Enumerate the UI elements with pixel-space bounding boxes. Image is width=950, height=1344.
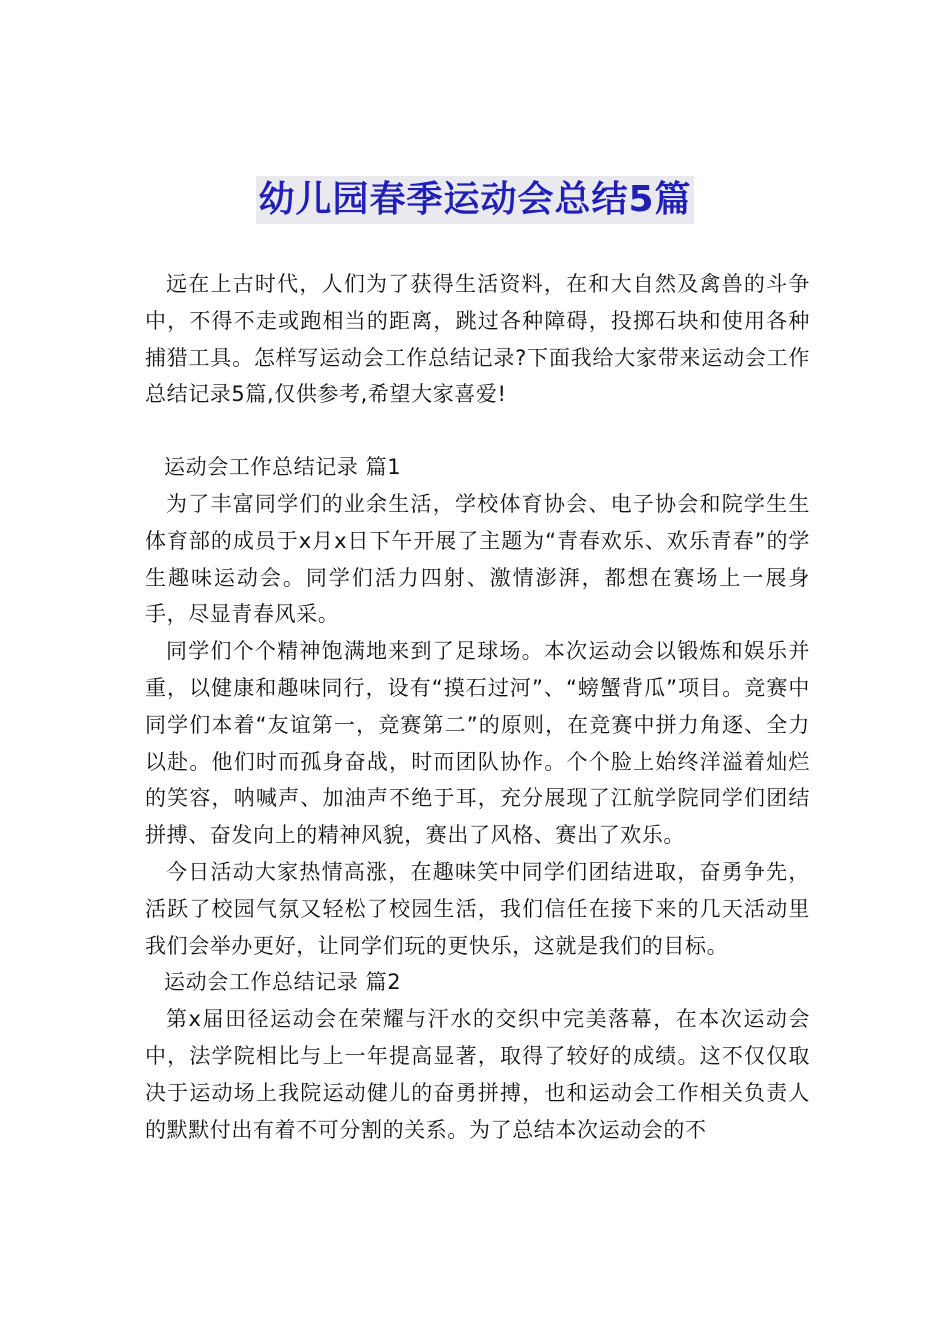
intro-paragraph: 远在上古时代，人们为了获得生活资料，在和大自然及禽兽的斗争中，不得不走或跑相当的距离，跳过各种障碍，投掷石块和使用各种捕猎工具。怎样写运动会工作总结记录?下面我给大家带来运动会工作总结记录5篇,仅供参考,希望大家喜爱! — [145, 272, 810, 407]
document-title: 幼儿园春季运动会总结5篇 — [256, 176, 693, 224]
section-1-paragraph-3: 今日活动大家热情高涨，在趣味笑中同学们团结进取，奋勇争先，活跃了校园气氛又轻松了校园生活，我们信任在接下来的几天活动里我们会举办更好，让同学们玩的更快乐，这就是我们的目标。 — [145, 859, 810, 958]
section-heading-2: 运动会工作总结记录 篇2 — [164, 970, 402, 995]
title-container — [0, 176, 950, 224]
section-heading-1: 运动会工作总结记录 篇1 — [164, 455, 402, 480]
paragraph-gap — [145, 413, 810, 449]
section-1-paragraph-2: 同学们个个精神饱满地来到了足球场。本次运动会以锻炼和娱乐并重，以健康和趣味同行，设有“摸石过河”、“螃蟹背瓜”项目。竞赛中同学们本着“友谊第一，竞赛第二”的原则，在竞赛中拼力角逐、全力以赴。他们时而孤身奋战，时而团队协作。个个脸上始终洋溢着灿烂的笑容，呐喊声、加油声不绝于耳，充分展现了江航学院同学们团结拼搏、奋发向上的精神风貌，赛出了风格、赛出了欢乐。 — [145, 639, 810, 848]
document-body — [145, 266, 810, 1148]
section-2-paragraph-1: 第x届田径运动会在荣耀与汗水的交织中完美落幕，在本次运动会中，法学院相比与上一年提高显著，取得了较好的成绩。这不仅仅取决于运动场上我院运动健儿的奋勇拼搏，也和运动会工作相关负责人的默默付出有着不可分割的关系。为了总结本次运动会的不 — [145, 1007, 810, 1142]
section-1-paragraph-1: 为了丰富同学们的业余生活，学校体育协会、电子协会和院学生生体育部的成员于x月x日下午开展了主题为“青春欢乐、欢乐青春”的学生趣味运动会。同学们活力四射、激情澎湃，都想在赛场上一展身手，尽显青春风采。 — [145, 491, 810, 627]
